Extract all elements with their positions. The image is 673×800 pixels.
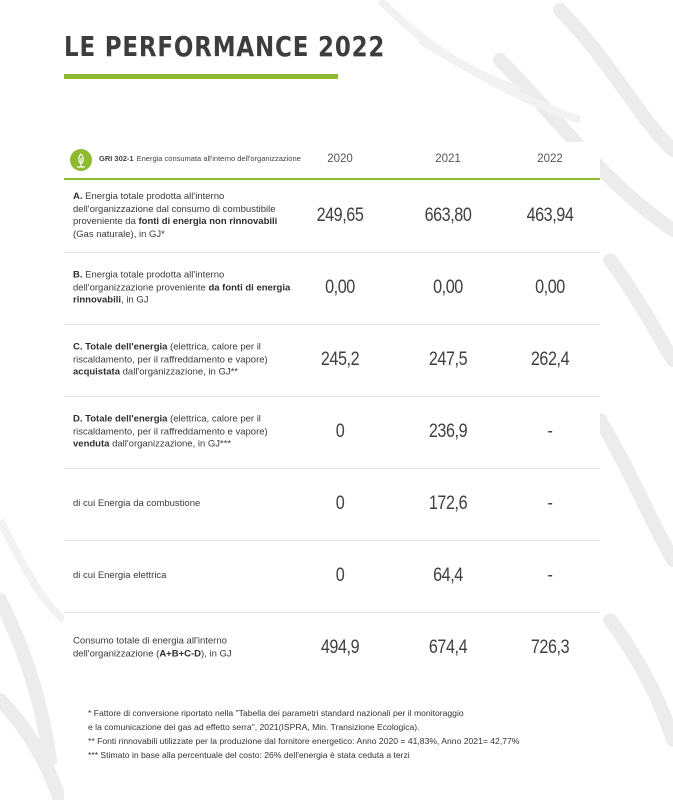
value-2020: 245,2 [320,349,360,370]
gri-indicator-label [99,154,301,163]
row-label-part: di cui Energia elettrica [73,569,167,581]
title-underline [64,74,338,79]
row-label [73,413,293,451]
row-label-part: C. Totale dell'energia [73,341,168,353]
value-2021: 674,4 [428,637,468,658]
value-2021: 247,5 [428,349,468,370]
value-2022: 463,94 [526,205,574,226]
row-label-part: acquistata [73,366,120,378]
value-2022: 262,4 [530,349,570,370]
table-header [64,142,600,180]
table-row [64,180,600,253]
row-label-part: ), in GJ [201,648,232,659]
table-row [64,540,600,613]
row-label-part: Energia totale prodotta all'interno dell'organizzazione dal consumo di combustibile proveniente da [73,191,276,227]
value-2022: - [547,493,553,514]
year-header-2022: 2022 [537,153,563,165]
table-row [64,252,600,325]
footnote-line: * Fattore di conversione riportato nella "Tabella dei parametri standard nazionali per il monitoraggio [88,708,464,718]
row-label [73,570,293,583]
row-label-part: A+B+C-D [159,648,202,659]
row-label-part: Energia totale prodotta all'interno dell'organizzazione proveniente [73,269,225,293]
value-2021: 0,00 [433,277,463,298]
row-label-part: (elettrica, calore per il riscaldamento, per il raffreddamento e vapore) [73,341,268,365]
row-label-part: fonti di energia non rinnovabili [138,216,278,227]
row-label-part: venduta [73,438,110,450]
table-row [64,612,600,684]
row-label-part: di cui Energia da combustione [73,497,201,509]
row-label-part: (elettrica, calore per il riscaldamento, per il raffreddamento e vapore) [73,413,268,437]
value-2022: - [547,565,553,586]
row-label [73,191,293,241]
year-header-2020: 2020 [327,153,353,165]
row-label-part: A. [73,191,86,202]
value-2021: 663,80 [424,205,472,226]
value-2020: 0 [335,421,345,442]
energy-table-card [64,142,600,800]
page-title: LE PERFORMANCE 2022 [64,30,386,63]
row-label [73,341,293,379]
footnote-line: e la comunicazione dei gas ad effetto serra", 2021(ISPRA, Min. Transizione Ecologica). [88,722,420,732]
row-label-part: dall'organizzazione, in GJ** [120,366,238,378]
value-2020: 249,65 [316,205,364,226]
value-2020: 0 [335,493,345,514]
value-2020: 494,9 [320,637,360,658]
value-2022: 726,3 [530,637,570,658]
gri-code: GRI 302-1 [99,154,134,163]
value-2020: 0 [335,565,345,586]
row-label-part: B. [73,269,86,281]
row-label-part: da fonti di energia rinnovabili [73,281,291,306]
row-label-part: , in GJ [121,294,149,306]
row-label-part: dall'organizzazione, in GJ*** [109,438,232,450]
table-row [64,324,600,397]
value-2022: - [547,421,553,442]
footnote-line: ** Fonti rinnovabili utilizzate per la produzione dal fornitore energetico: Anno 2020 = 41,83%, Anno 2021= 42,77% [88,736,520,746]
row-label [73,269,293,307]
footnotes [88,706,588,762]
footnote-line: *** Stimato in base alla percentuale del costo: 26% dell'energia è stata ceduta a terzi [88,750,410,760]
value-2020: 0,00 [325,277,355,298]
value-2021: 236,9 [428,421,468,442]
year-header-2021: 2021 [435,153,461,165]
gri-description: Energia consumata all'interno dell'organizzazione [136,154,301,163]
row-label [73,636,293,661]
row-label-part: Consumo totale di energia all'interno dell'organizzazione ( [73,635,227,659]
table-row [64,468,600,541]
row-label-part: D. Totale dell'energia [73,413,168,425]
value-2021: 172,6 [428,493,468,514]
table-row [64,396,600,469]
energy-leaf-icon [70,149,92,171]
value-2022: 0,00 [535,277,565,298]
value-2021: 64,4 [433,565,463,586]
row-label [73,498,293,511]
row-label-part: (Gas naturale), in GJ* [73,228,165,240]
